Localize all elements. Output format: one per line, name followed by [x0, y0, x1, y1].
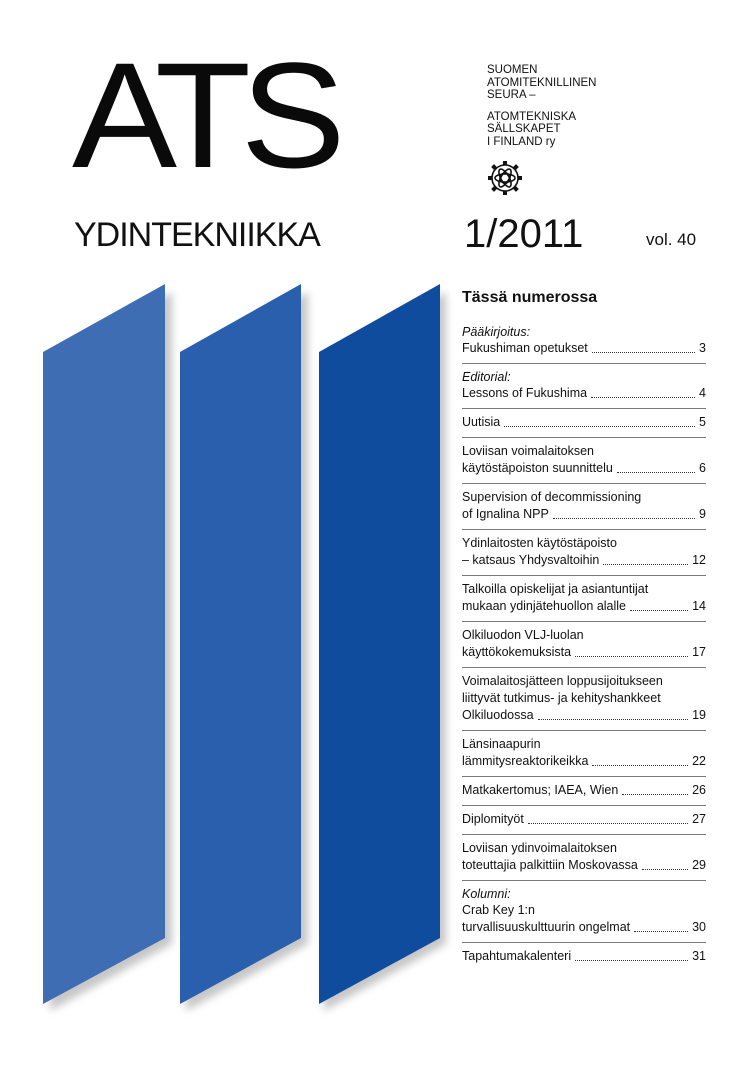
toc-page-number: 22 [692, 754, 706, 768]
toc-heading: Tässä numerossa [462, 289, 598, 306]
toc-entry-title: Lessons of Fukushima [462, 386, 588, 400]
dot-leader [592, 352, 695, 353]
dot-leader [504, 426, 695, 427]
toc-page-number: 14 [692, 599, 706, 613]
toc-page-number: 26 [692, 783, 706, 797]
toc-entry-title: liittyvät tutkimus- ja kehityshankkeet [462, 691, 661, 705]
toc-entry[interactable] [462, 575, 706, 621]
volume-label: vol. 40 [646, 230, 697, 249]
dot-leader [591, 397, 695, 398]
toc-entry-title: lämmitysreaktorikeikka [462, 754, 589, 768]
toc-entry-title: Voimalaitosjätteen loppusijoitukseen [462, 674, 663, 688]
toc-entry-title: Crab Key 1:n [462, 903, 535, 917]
toc-entry-title: Matkakertomus; IAEA, Wien [462, 783, 619, 797]
toc-entry[interactable] [462, 408, 706, 437]
dot-leader [575, 656, 688, 657]
toc-entry-title: Olkiluodossa [462, 708, 534, 722]
toc-kicker: Kolumni: [462, 887, 511, 901]
blue-panel-left [43, 284, 165, 1004]
issue-number: 1/2011 [464, 212, 584, 256]
toc-page-number: 17 [692, 645, 706, 659]
toc-entry-title: käyttökokemuksista [462, 645, 572, 659]
society-emblem-icon [487, 160, 523, 196]
logo: ATS [72, 31, 336, 199]
toc-entry[interactable] [462, 667, 706, 730]
blue-panel-middle [180, 284, 301, 1004]
org-line: I FINLAND ry [487, 135, 556, 148]
toc-entry-title: of Ignalina NPP [462, 507, 549, 521]
toc-entry-title: Loviisan ydinvoimalaitoksen [462, 841, 617, 855]
dot-leader [622, 794, 688, 795]
toc-entry[interactable] [462, 805, 706, 834]
publisher-block [487, 64, 597, 148]
toc-entry[interactable] [462, 437, 706, 483]
dot-leader [528, 823, 688, 824]
toc-entry-title: Länsinaapurin [462, 737, 541, 751]
toc-entry[interactable] [462, 363, 706, 408]
toc-page-number: 19 [692, 708, 706, 722]
dot-leader [553, 518, 695, 519]
table-of-contents [462, 319, 706, 971]
toc-entry[interactable] [462, 483, 706, 529]
toc-entry[interactable] [462, 942, 706, 971]
toc-entry[interactable] [462, 529, 706, 575]
toc-entry[interactable] [462, 834, 706, 880]
toc-page-number: 4 [699, 386, 706, 400]
toc-entry-title: Diplomityöt [462, 812, 524, 826]
dot-leader [592, 765, 688, 766]
toc-entry-title: Olkiluodon VLJ-luolan [462, 628, 584, 642]
toc-entry-title: Loviisan voimalaitoksen [462, 444, 595, 458]
toc-entry[interactable] [462, 776, 706, 805]
toc-entry-title: Tapahtumakalenteri [462, 949, 572, 963]
dot-leader [603, 564, 688, 565]
toc-page-number: 27 [692, 812, 706, 826]
dot-leader [575, 960, 688, 961]
dot-leader [630, 610, 688, 611]
toc-entry-title: toteuttajia palkittiin Moskovassa [462, 858, 638, 872]
org-line: SEURA – [487, 89, 536, 101]
toc-page-number: 3 [699, 341, 706, 355]
toc-page-number: 31 [692, 949, 706, 963]
toc-page-number: 29 [692, 858, 706, 872]
toc-entry-title: Supervision of decommissioning [462, 490, 642, 504]
blue-panel-right [319, 284, 440, 1004]
toc-entry-title: Fukushiman opetukset [462, 341, 588, 355]
toc-kicker: Pääkirjoitus: [462, 325, 531, 339]
toc-entry[interactable] [462, 730, 706, 776]
dot-leader [642, 869, 688, 870]
dot-leader [617, 472, 695, 473]
toc-page-number: 12 [692, 553, 706, 567]
toc-kicker: Editorial: [462, 370, 511, 384]
dot-leader [634, 931, 688, 932]
toc-page-number: 6 [699, 461, 706, 475]
toc-page-number: 5 [699, 415, 706, 429]
toc-entry-title: mukaan ydinjätehuollon alalle [462, 599, 627, 613]
org-line: SUOMEN [487, 64, 538, 76]
toc-entry-title: Ydinlaitosten käytöstäpoisto [462, 536, 617, 550]
toc-page-number: 30 [692, 920, 706, 934]
toc-entry[interactable] [462, 880, 706, 942]
toc-entry-title: Talkoilla opiskelijat ja asiantuntijat [462, 582, 649, 596]
toc-entry[interactable] [462, 621, 706, 667]
toc-entry-title: – katsaus Yhdysvaltoihin [462, 553, 600, 567]
org-line: ATOMTEKNISKA [487, 110, 577, 123]
magazine-subtitle: YDINTEKNIIKKA [74, 216, 320, 254]
org-line: ATOMITEKNILLINEN [487, 76, 597, 89]
toc-entry-title: käytöstäpoiston suunnittelu [462, 461, 613, 475]
dot-leader [538, 719, 689, 720]
toc-entry[interactable] [462, 319, 706, 363]
org-line: SÄLLSKAPET [487, 123, 561, 135]
toc-page-number: 9 [699, 507, 706, 521]
toc-entry-title: Uutisia [462, 415, 501, 429]
toc-entry-title: turvallisuuskulttuurin ongelmat [462, 920, 631, 934]
